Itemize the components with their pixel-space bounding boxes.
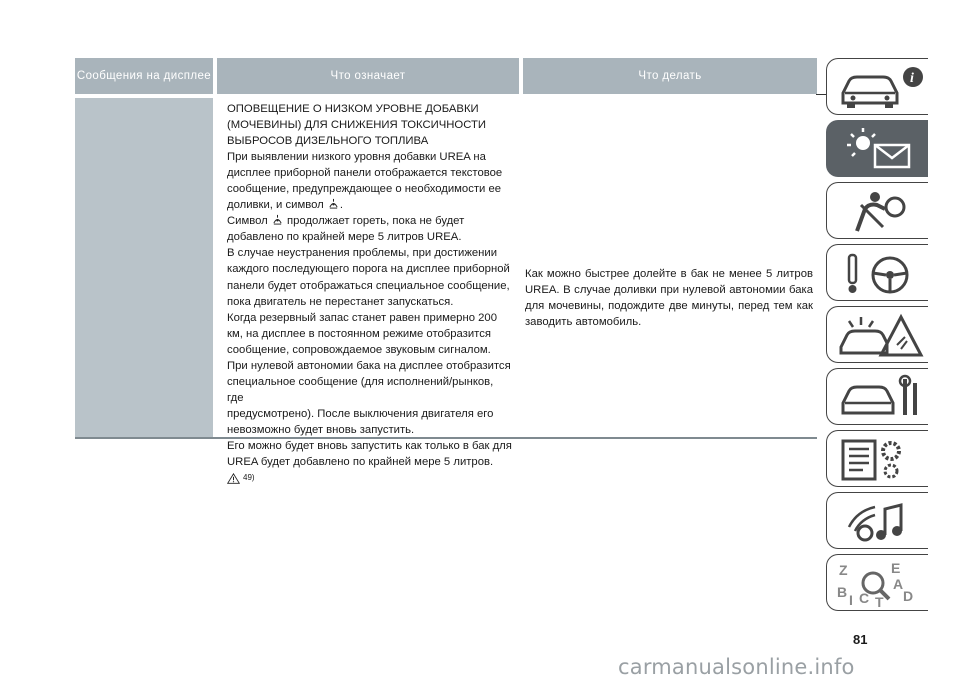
meaning-line: доливки, и символ . <box>227 199 344 212</box>
action-cell: Как можно быстрее долейте в бак не менее 5 литров UREA. В случае доливки при нулевой автономии бака для мочевины, подождите две минуты, перед тем как заводить автомобиль. <box>525 268 813 329</box>
warning-triangle-icon <box>227 473 240 484</box>
meaning-text: доливки, и символ <box>227 199 324 212</box>
index-letter: I <box>849 592 853 607</box>
tab-warning-lights[interactable] <box>826 120 928 177</box>
technical-data-icon <box>835 435 925 483</box>
display-message-cell <box>75 98 213 437</box>
header-meaning: Что означает <box>217 58 519 94</box>
meaning-line: При выявлении низкого уровня добавки UREA на <box>227 151 486 164</box>
index-letter: Z <box>839 562 848 578</box>
index-letter: B <box>837 584 848 600</box>
meaning-line: ВЫБРОСОВ ДИЗЕЛЬНОГО ТОПЛИВА <box>227 135 429 148</box>
index-letter: A <box>893 576 904 592</box>
meaning-line: специальное сообщение (для исполнений/рынков, где <box>227 375 494 404</box>
multimedia-icon <box>835 497 925 545</box>
safety-airbag-icon <box>835 187 925 235</box>
meaning-line: UREA будет добавлено по крайней мере 5 литров. <box>227 456 494 469</box>
index-letter: D <box>903 588 914 604</box>
tab-car-info[interactable] <box>826 58 928 115</box>
meaning-line: пока двигатель не перестанет запускаться. <box>227 295 454 308</box>
index-icon <box>835 559 925 607</box>
meaning-cell <box>227 101 512 486</box>
tab-multimedia[interactable] <box>826 492 928 549</box>
urea-symbol-icon <box>328 198 339 209</box>
meaning-line: сообщение, сопровождаемое звуковым сигналом. <box>227 343 491 356</box>
warning-ref-number: 49) <box>243 473 255 483</box>
svg-text:i: i <box>910 71 914 86</box>
meaning-text: продолжает гореть, пока не будет <box>287 215 465 228</box>
tab-safety[interactable] <box>826 182 928 239</box>
meaning-line: В случае неустранения проблемы, при достижении <box>227 247 498 260</box>
car-info-icon <box>835 63 925 111</box>
index-letter: C <box>859 590 870 606</box>
index-letter: E <box>891 560 901 576</box>
meaning-text: Символ <box>227 215 268 228</box>
meaning-line: сообщение, предупреждающее о необходимости ее <box>227 183 502 196</box>
warning-lights-messages-icon <box>835 125 925 173</box>
urea-symbol-icon <box>272 214 283 225</box>
tab-index[interactable] <box>826 554 928 611</box>
page-number: 81 <box>853 632 868 647</box>
meaning-line: км, на дисплее в постоянном режиме отобразится <box>227 327 491 340</box>
meaning-line: предусмотрено). После выключения двигателя его <box>227 407 494 420</box>
index-letter: T <box>875 594 884 607</box>
meaning-line: (МОЧЕВИНЫ) ДЛЯ СНИЖЕНИЯ ТОКСИЧНОСТИ <box>227 119 487 132</box>
watermark: carmanualsonline.info <box>618 655 855 679</box>
tab-technical-data[interactable] <box>826 430 928 487</box>
meaning-line: При нулевой автономии бака на дисплее отобразится <box>227 359 511 372</box>
tab-maintenance[interactable] <box>826 368 928 425</box>
meaning-line: Его можно будет вновь запустить как только в бак для <box>227 439 512 452</box>
meaning-line: добавлено по крайней мере 5 литров UREA. <box>227 231 462 244</box>
warning-reference <box>227 470 512 486</box>
starting-driving-icon <box>835 249 925 297</box>
header-display-message: Сообщения на дисплее <box>75 58 213 94</box>
meaning-line: ОПОВЕЩЕНИЕ О НИЗКОМ УРОВНЕ ДОБАВКИ <box>227 103 479 115</box>
meaning-line: невозможно будет вновь запустить. <box>227 423 415 436</box>
meaning-line: панели будет отображаться специальное сообщение, <box>227 279 510 292</box>
table-bottom-rule <box>75 437 817 439</box>
meaning-line <box>227 213 512 229</box>
emergency-icon <box>835 311 925 359</box>
tab-starting-driving[interactable] <box>826 244 928 301</box>
header-action: Что делать <box>523 58 817 94</box>
meaning-line: дисплее приборной панели отображается текстовое <box>227 167 503 180</box>
meaning-line: каждого последующего порога на дисплее приборной <box>227 263 510 276</box>
meaning-line: Когда резервный запас станет равен примерно 200 <box>227 311 497 324</box>
maintenance-icon <box>835 373 925 421</box>
tab-emergency[interactable] <box>826 306 928 363</box>
